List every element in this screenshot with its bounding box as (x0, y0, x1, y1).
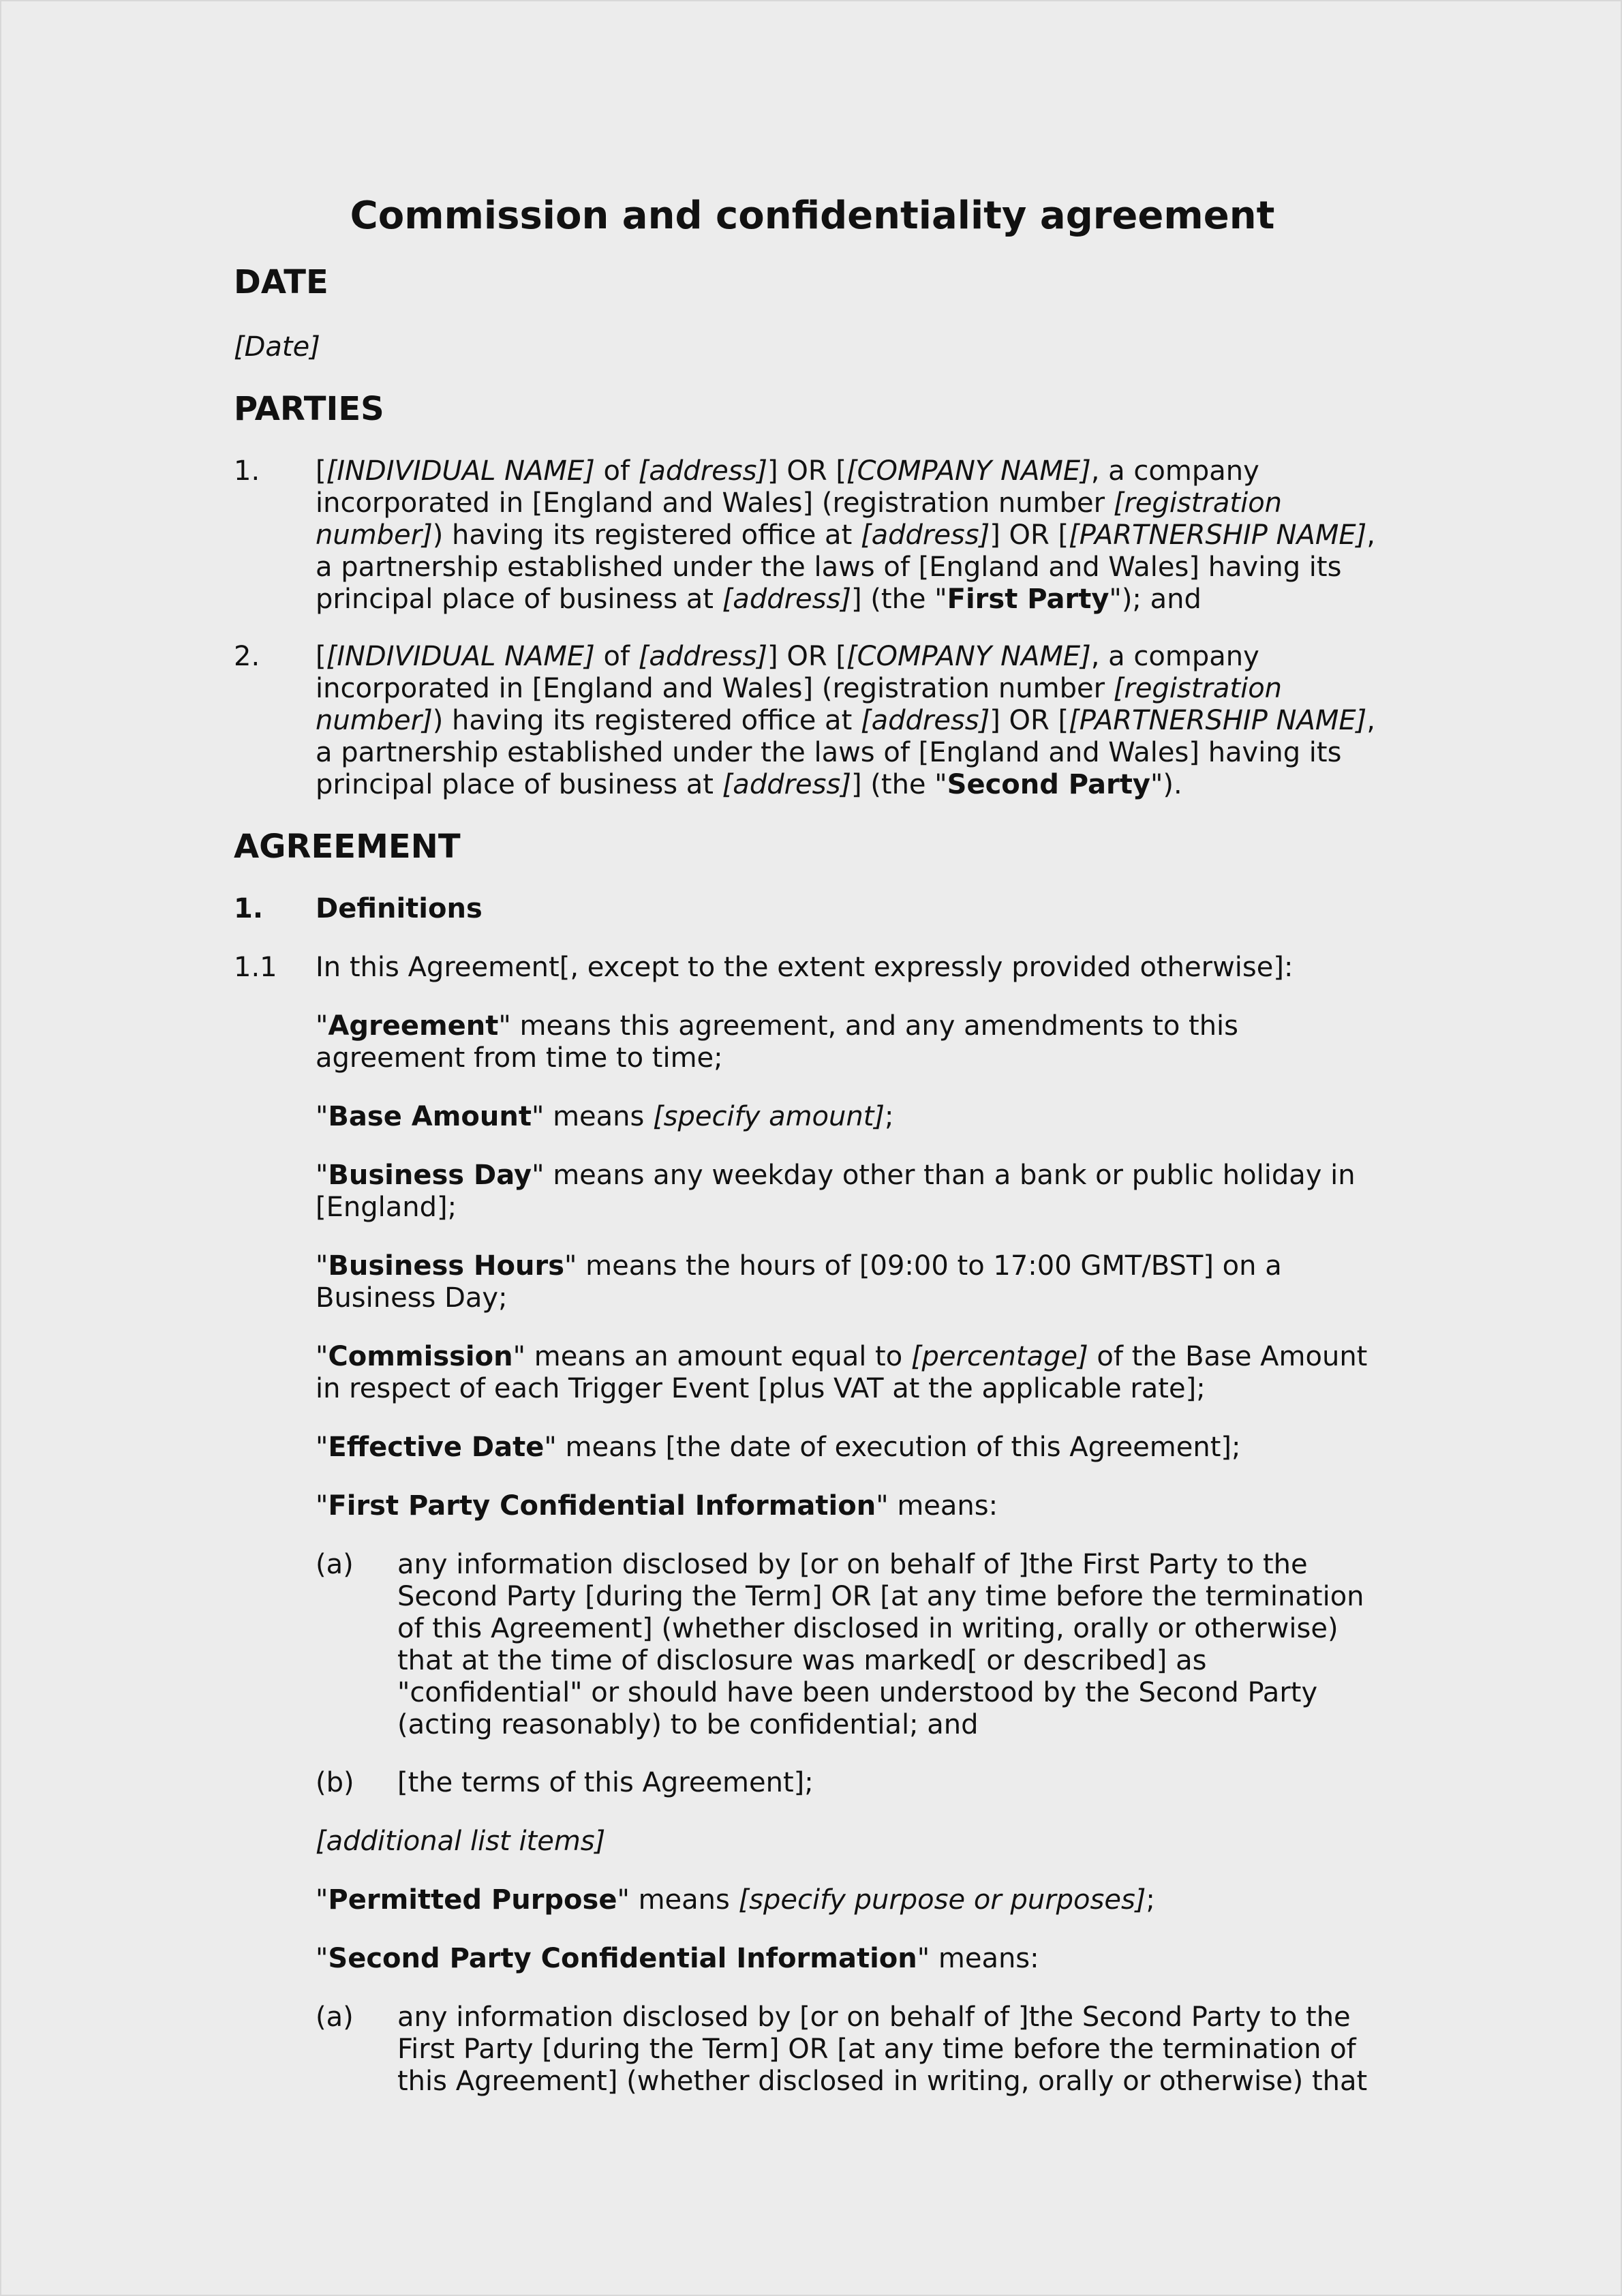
def-second-party-confidential: "Second Party Confidential Information" means: (316, 1943, 1039, 1974)
date-heading: DATE (234, 263, 328, 301)
list-text: [the terms of this Agreement]; (397, 1767, 814, 1798)
party-text: [[INDIVIDUAL NAME] of [address]] OR [[COMPANY NAME], a company incorporated in [England and Wales] (registration number [registration number]) having its registered office at [address]] OR [[PARTNERSHIP NAME], a partnership established under the laws of [England and Wales] having its principal place of business at [address]] (the "First Party"); and (316, 455, 1375, 615)
def-business-day: "Business Day" means any weekday other than a bank or public holiday in [England]; (316, 1160, 1356, 1223)
fp-item-a (316, 1549, 1392, 1741)
def-effective-date: "Effective Date" means [the date of execution of this Agreement]; (316, 1432, 1241, 1463)
def-permitted-purpose: "Permitted Purpose" means [specify purpose or purposes]; (316, 1884, 1155, 1916)
clause-title: Definitions (316, 893, 483, 924)
agreement-heading: AGREEMENT (234, 828, 461, 866)
party-number: 2. (234, 641, 260, 672)
party-text: [[INDIVIDUAL NAME] of [address]] OR [[COMPANY NAME], a company incorporated in [England and Wales] (registration number [registration number]) having its registered office at [address]] OR [[PARTNERSHIP NAME], a partnership established under the laws of [England and Wales] having its principal place of business at [address]] (the "Second Party"). (316, 641, 1375, 800)
additional-list-items: [additional list items] (316, 1826, 606, 1857)
list-marker: (a) (316, 1549, 354, 1580)
list-text: any information disclosed by [or on behalf of ]the Second Party to the First Party [during the Term] OR [at any time before the termination of this Agreement] (whether disclosed in writing, orally or otherwise) that (397, 2002, 1368, 2097)
party-item-2 (234, 641, 1392, 801)
def-agreement: "Agreement" means this agreement, and any amendments to this agreement from time to time; (316, 1010, 1238, 1074)
sp-item-a (316, 2002, 1392, 2098)
fp-item-b (316, 1767, 1392, 1799)
def-commission: "Commission" means an amount equal to [percentage] of the Base Amount in respect of each Trigger Event [plus VAT at the applicable rate]; (316, 1341, 1368, 1404)
subclause-text: In this Agreement[, except to the extent expressly provided otherwise]: (316, 952, 1294, 983)
def-first-party-confidential: "First Party Confidential Information" means: (316, 1490, 998, 1522)
parties-heading: PARTIES (234, 390, 384, 428)
subclause-number: 1.1 (234, 952, 277, 983)
date-value: [Date] (234, 331, 320, 363)
list-marker: (b) (316, 1767, 354, 1798)
clause-number: 1. (234, 893, 264, 924)
document-title: Commission and confidentiality agreement (350, 194, 1275, 238)
clause-1-1 (234, 952, 1392, 984)
party-number: 1. (234, 455, 260, 487)
def-business-hours: "Business Hours" means the hours of [09:00 to 17:00 GMT/BST] on a Business Day; (316, 1250, 1282, 1314)
party-item-1 (234, 455, 1392, 616)
list-marker: (a) (316, 2002, 354, 2033)
clause-1-heading (234, 893, 1392, 925)
def-base-amount: "Base Amount" means [specify amount]; (316, 1101, 894, 1132)
list-text: any information disclosed by [or on behalf of ]the First Party to the Second Party [during the Term] OR [at any time before the termination of this Agreement] (whether disclosed in writing, orally or otherwise) that at the time of disclosure was marked[ or described] as "confidential" or should have been understood by the Second Party (acting reasonably) to be confidential; and (397, 1549, 1364, 1740)
